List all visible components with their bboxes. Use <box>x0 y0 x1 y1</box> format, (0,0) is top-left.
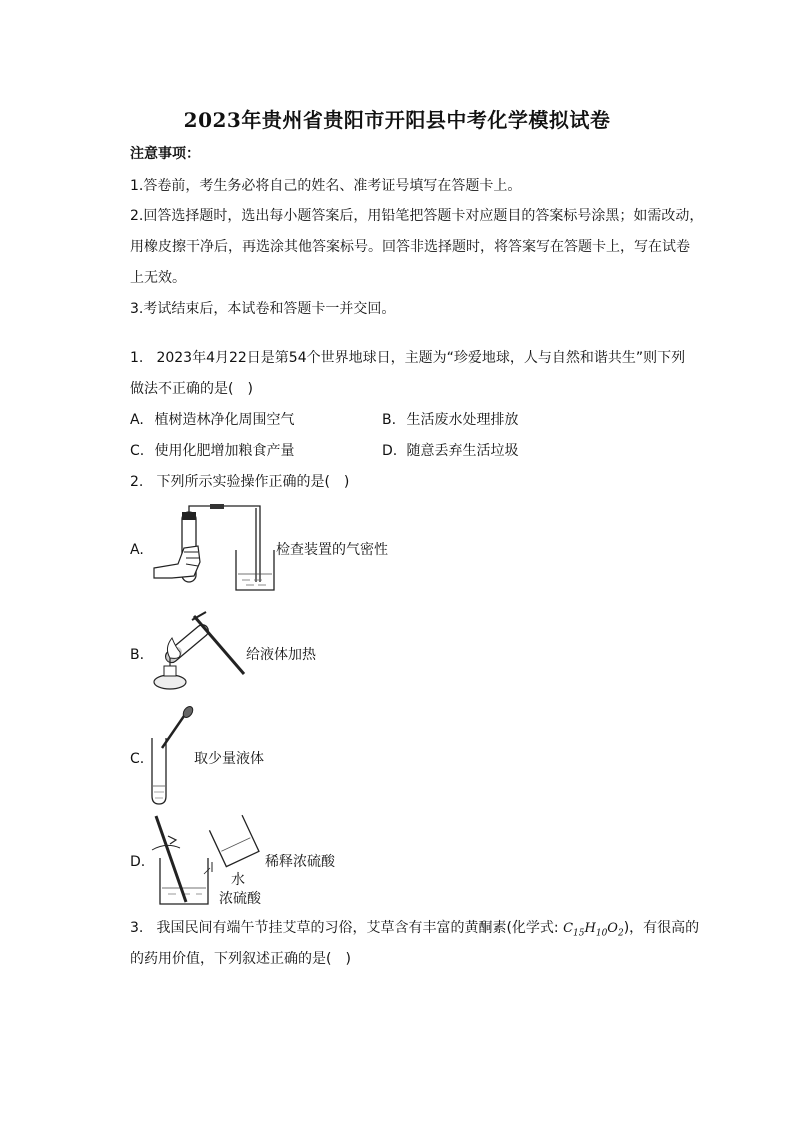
question-3-stem-end: )，有很高的 <box>623 920 700 936</box>
dropper-figure <box>148 704 198 806</box>
formula-o: O <box>607 921 618 936</box>
option-letter: A. <box>130 412 144 428</box>
option-letter: C. <box>130 443 145 459</box>
formula-h: H <box>584 921 596 936</box>
notice-item-1: 1.答卷前，考生务必将自己的姓名、准考证号填写在答题卡上。 <box>130 178 522 194</box>
question-2-option-d-caption: 稀释浓硫酸 <box>265 854 335 870</box>
option-text: 植树造林净化周围空气 <box>154 412 295 428</box>
question-3-line-2: 的药用价值，下列叙述正确的是( ) <box>130 951 351 967</box>
question-1-option-c <box>130 441 294 461</box>
question-1-stem: 2023年4月22日是第54个世界地球日，主题为“珍爱地球，人与自然和谐共生”则下列 <box>156 350 686 366</box>
question-1-option-a <box>130 410 294 430</box>
page-title: 2023年贵州省贵阳市开阳县中考化学模拟试卷 <box>183 108 611 132</box>
question-2-stem: 下列所示实验操作正确的是( ) <box>156 474 350 490</box>
chemical-formula <box>563 921 624 939</box>
question-2-option-a-caption: 检查装置的气密性 <box>276 542 388 558</box>
notice-item-2-end: 上无效。 <box>130 270 186 286</box>
question-1-number: 1. <box>130 350 144 366</box>
airtightness-check-figure <box>150 502 280 597</box>
formula-o-count: 2 <box>617 928 624 939</box>
question-1-line-1 <box>130 348 685 368</box>
notice-item-2: 2.回答选择题时，选出每小题答案后，用铅笔把答题卡对应题目的答案标号涂黑；如需改动， <box>130 208 704 224</box>
question-3-number: 3. <box>130 920 144 936</box>
option-text: 生活废水处理排放 <box>406 412 519 428</box>
question-1-line-2: 做法不正确的是( ) <box>130 381 253 397</box>
question-2-option-c-caption: 取少量液体 <box>194 751 264 767</box>
question-2-option-a-letter: A. <box>130 542 144 558</box>
question-2-option-b-letter: B. <box>130 647 145 663</box>
label-water: 水 <box>231 872 245 888</box>
option-letter: B. <box>382 412 397 428</box>
formula-h-count: 10 <box>595 928 608 939</box>
question-3-stem-start: 我国民间有端午节挂艾草的习俗，艾草含有丰富的黄酮素(化学式: <box>156 920 559 936</box>
option-text: 随意丢弃生活垃圾 <box>406 443 519 459</box>
question-1-option-d <box>382 441 518 461</box>
question-2-option-d-letter: D. <box>130 854 146 870</box>
notice-heading: 注意事项： <box>130 146 200 162</box>
option-letter: D. <box>382 443 398 459</box>
formula-c: C <box>563 921 574 936</box>
option-text: 使用化肥增加粮食产量 <box>154 443 295 459</box>
question-1-option-b <box>382 410 518 430</box>
question-2-option-b-caption: 给液体加热 <box>246 647 316 663</box>
heating-liquid-figure <box>148 608 248 693</box>
question-2-line <box>130 472 349 492</box>
question-3-line-1 <box>130 918 699 944</box>
formula-c-count: 15 <box>573 928 585 939</box>
question-2-number: 2. <box>130 474 144 490</box>
notice-item-3: 3.考试结束后，本试卷和答题卡一并交回。 <box>130 301 396 317</box>
question-2-option-c-letter: C. <box>130 751 145 767</box>
label-concentrated-acid: 浓硫酸 <box>219 891 261 907</box>
notice-item-2-cont: 用橡皮擦干净后，再选涂其他答案标号。回答非选择题时，将答案写在答题卡上，写在试卷 <box>130 239 690 255</box>
